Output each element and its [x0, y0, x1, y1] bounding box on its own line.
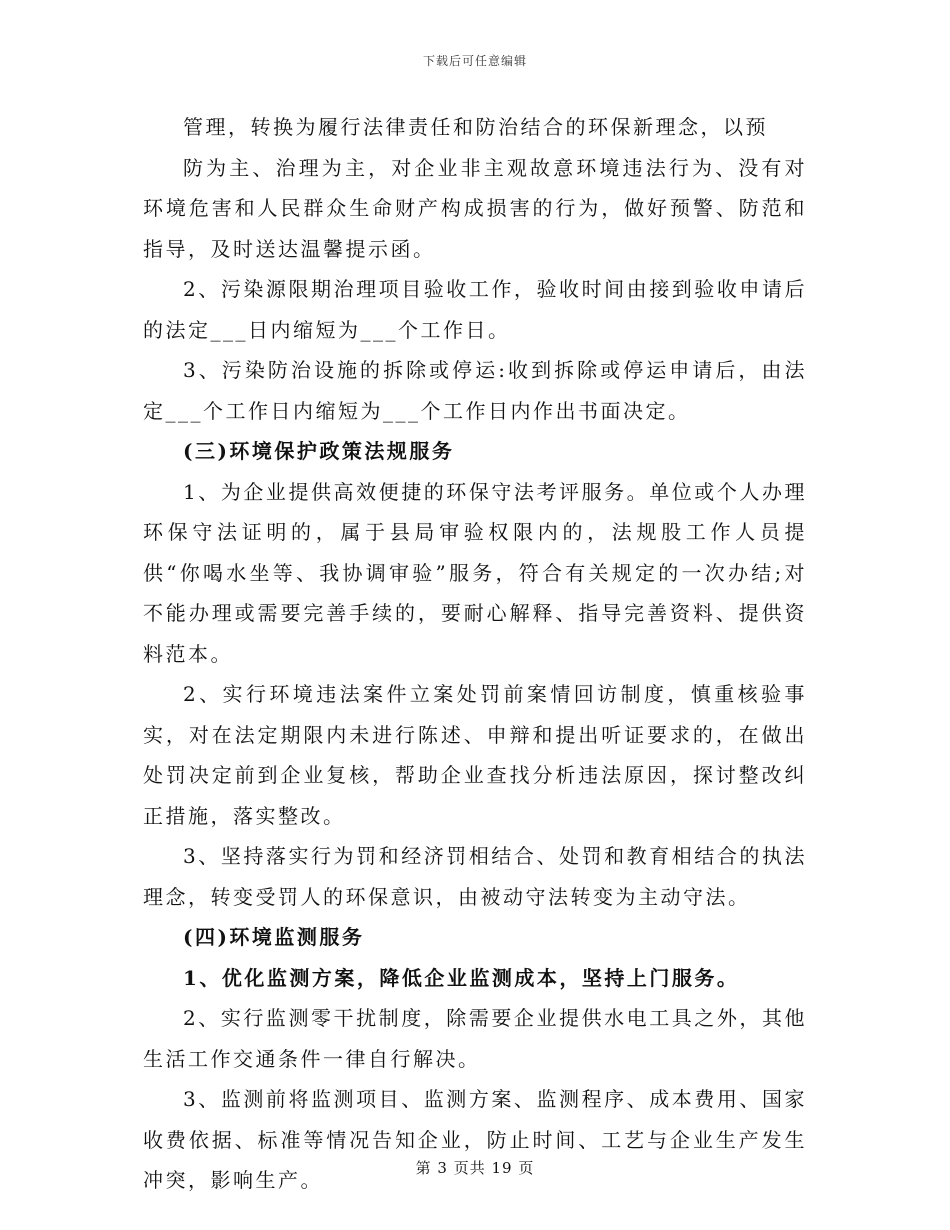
paragraph: 防为主、治理为主，对企业非主观故意环境违法行为、没有对环境危害和人民群众生命财产构成损害的行为，做好预警、防范和指导，及时送达温馨提示函。 — [143, 155, 807, 261]
paragraph: 3、监测前将监测项目、监测方案、监测程序、成本费用、国家收费依据、标准等情况告知企业，防止时间、工艺与企业生产发生冲突，影响生产。 — [143, 1087, 807, 1192]
paragraph: 3、坚持落实行为罚和经济罚相结合、处罚和教育相结合的执法理念，转变受罚人的环保意识，由被动守法转变为主动守法。 — [143, 844, 807, 909]
bold-paragraph: 1、优化监测方案，降低企业监测成本，坚持上门服务。 — [183, 965, 740, 990]
paragraph: 2、污染源限期治理项目验收工作，验收时间由接到验收申请后的法定___日内缩短为___个工作日。 — [143, 277, 807, 342]
paragraph: 3、污染防治设施的拆除或停运:收到拆除或停运申请后，由法定___个工作日内缩短为___个工作日内作出书面决定。 — [143, 358, 807, 423]
paragraph: 1、为企业提供高效便捷的环保守法考评服务。单位或个人办理环保守法证明的，属于县局审验权限内的，法规股工作人员提供“你喝水坐等、我协调审验”服务，符合有关规定的一次办结;对不能办理或需要完善手续的，要耐心解释、指导完善资料、提供资料范本。 — [143, 479, 807, 666]
paragraph: 管理，转换为履行法律责任和防治结合的环保新理念，以预 — [183, 115, 768, 139]
paragraph: 2、实行监测零干扰制度，除需要企业提供水电工具之外，其他生活工作交通条件一律自行解决。 — [143, 1006, 807, 1071]
document-body — [143, 107, 807, 1201]
page-footer: 第 3 页共 19 页 — [415, 1159, 535, 1177]
section-heading: (四)环境监测服务 — [183, 925, 365, 949]
page-header: 下载后可任意编辑 — [422, 54, 527, 68]
section-heading: (三)环境保护政策法规服务 — [183, 439, 455, 463]
paragraph: 2、实行环境违法案件立案处罚前案情回访制度，慎重核验事实，对在法定期限内未进行陈述、申辩和提出听证要求的，在做出处罚决定前到企业复核，帮助企业查找分析违法原因，探讨整改纠正措施，落实整改。 — [143, 682, 807, 828]
